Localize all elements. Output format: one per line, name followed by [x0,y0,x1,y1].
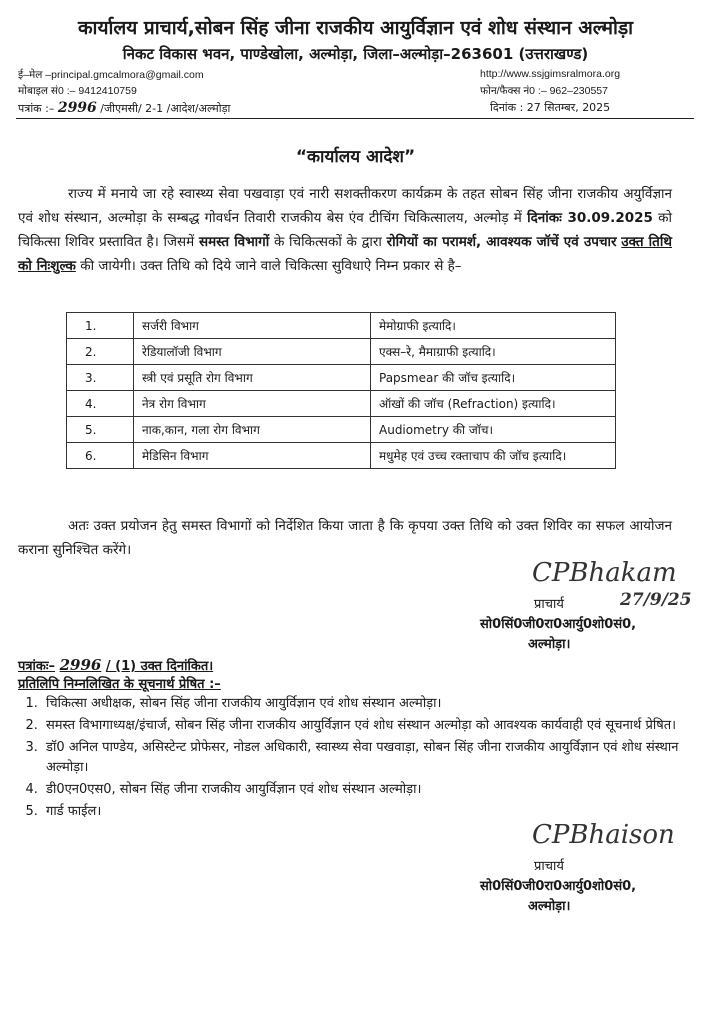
designation: प्राचार्य [534,597,564,612]
institute-abbrev: सो0सिं0जी0रा0आर्यु0शो0सं0, [480,617,637,632]
designation: प्राचार्य [534,859,564,874]
header-divider [16,118,694,119]
para-text: को चिकित्सा शिविर प्रस्तावित है। जिसमें [18,210,672,250]
department-cell: नाक,कान, गला रोग विभाग [134,417,371,443]
phone-line: फोन/फैक्स नं0 :– 962–230557 [480,85,608,97]
para-bold: रोगियों का परामर्श, आवश्यक जॉचें एवं उपचार [386,234,617,250]
serial-cell: 2. [67,339,134,365]
facility-cell: मेमोग्राफी इत्यादि। [371,313,616,339]
mobile-line: मोबाइल सं0 :– 9412410759 [18,85,137,97]
copy-ref-label: पत्रांकः– [18,659,56,674]
ref-suffix: /जीएमसी/ 2-1 /आदेश/अल्मोड़ा [100,102,231,115]
serial-cell: 4. [67,391,134,417]
table-row [67,313,616,339]
signature-scrawl: CPBhakam [532,558,677,588]
table-row [67,339,616,365]
copy-ref-rest: / (1) उक्त दिनांकित। [105,659,214,674]
list-item: 1. चिकित्सा अधीक्षक, सोबन सिंह जीना राजकीय आयुर्विज्ञान एवं शोध संस्थान अल्मोड़ा। [42,694,711,714]
facilities-table [66,312,616,469]
camp-date: दिनांकः 30.09.2025 [527,210,653,226]
serial-cell: 1. [67,313,134,339]
facility-cell: मधुमेह एवं उच्च रक्ताचाप की जॉच इत्यादि। [371,443,616,469]
table-row [67,417,616,443]
para-text: के चिकित्सकों के द्वारा [269,234,387,250]
email-line: ई–मेल –principal.gmcalmora@gmail.com [18,69,204,81]
order-title: “कार्यालय आदेश” [295,147,416,167]
place: अल्मोड़ा। [528,899,571,914]
department-cell: रेडियालॉजी विभाग [134,339,371,365]
para-text: की जायेगी। उक्त तिथि को दिये जाने वाले चिकित्सा सुविधाऐ निम्न प्रकार से है– [75,258,462,274]
facility-cell: ऑखों की जॉच (Refraction) इत्यादि। [371,391,616,417]
department-cell: नेत्र रोग विभाग [134,391,371,417]
copy-list [18,694,711,824]
department-cell: सर्जरी विभाग [134,313,371,339]
list-item: 3. डॉ0 अनिल पाण्डेय, असिस्टेन्ट प्रोफेसर, नोडल अधिकारी, स्वास्थ्य सेवा पखवाड़ा, सोबन सिंह जीना राजकीय आयुर्विज्ञान एवं शोध संस्थान अल्मोड़ा। [42,738,711,778]
facility-cell: Audiometry की जॉच। [371,417,616,443]
order-date: दिनांक : 27 सितम्बर, 2025 [490,101,611,114]
table-row [67,443,616,469]
list-item: 4. डी0एन0एस0, सोबन सिंह जीना राजकीय आयुर्विज्ञान एवं शोध संस्थान अल्मोड़ा। [42,780,711,800]
order-paragraph [18,182,672,278]
signature-scrawl: CPBhaison [532,820,675,850]
ref-prefix: पत्रांक :– [18,102,55,115]
copy-reference [18,656,213,674]
para-bold: समस्त विभागों [198,234,270,250]
facility-cell: एक्स–रे, मैमाग्राफी इत्यादि। [371,339,616,365]
letterhead-address: निकट विकास भवन, पाण्डेखोला, अल्मोड़ा, जिला–अल्मोड़ा–263601 (उत्तराखण्ड) [122,45,589,63]
instruction-paragraph: अतः उक्त प्रयोजन हेतु समस्त विभागों को निर्देशित किया जाता है कि कृपया उक्त तिथि को उक्त शिविर का सफल आयोजन कराना सुनिश्चित करेंगे। [18,518,672,558]
department-cell: मेडिसिन विभाग [134,443,371,469]
list-item: 5. गार्ड फाईल। [42,802,711,822]
serial-cell: 5. [67,417,134,443]
reference-line [18,100,230,116]
para-bold-underlined: उक्त तिथि को निःशुल्क [18,234,672,274]
institute-abbrev: सो0सिं0जी0रा0आर्यु0शो0सं0, [480,879,637,894]
ref-number: 2996 [57,100,97,116]
department-cell: स्त्री एवं प्रसूति रोग विभाग [134,365,371,391]
copy-heading: प्रतिलिपि निम्नलिखित के सूचनार्थ प्रेषित :– [18,677,221,692]
letterhead-title: कार्यालय प्राचार्य,सोबन सिंह जीना राजकीय आयुर्विज्ञान एवं शोध संस्थान अल्मोड़ा [77,17,634,39]
place: अल्मोड़ा। [528,637,571,652]
table-row [67,391,616,417]
signature-date: 27/9/25 [620,590,692,610]
facility-cell: Papsmear की जॉच इत्यादि। [371,365,616,391]
copy-ref-number: 2996 [59,656,102,674]
para-text: राज्य में मनाये जा रहे स्वास्थ्य सेवा पखवाड़ा एवं नारी सशक्तीकरण कार्यक्रम के तहत सोबन सिंह जीना राजकीय अयुर्विज्ञान एवं शोध संस्थान, अल्मोड़ा के सम्बद्ध गोवर्धन तिवारी राजकीय बेस एंव टीचिंग चिकित्सालय, अल्मोड़ में [18,186,672,226]
table-row [67,365,616,391]
list-item: 2. समस्त विभागाध्यक्ष/इंचार्ज, सोबन सिंह जीना राजकीय आयुर्विज्ञान एवं शोध संस्थान अल्मोड़ा को आवश्यक कार्यवाही एवं सूचनार्थ प्रेषित। [42,716,711,736]
website-line: http://www.ssjgimsralmora.org [480,68,621,80]
serial-cell: 6. [67,443,134,469]
serial-cell: 3. [67,365,134,391]
